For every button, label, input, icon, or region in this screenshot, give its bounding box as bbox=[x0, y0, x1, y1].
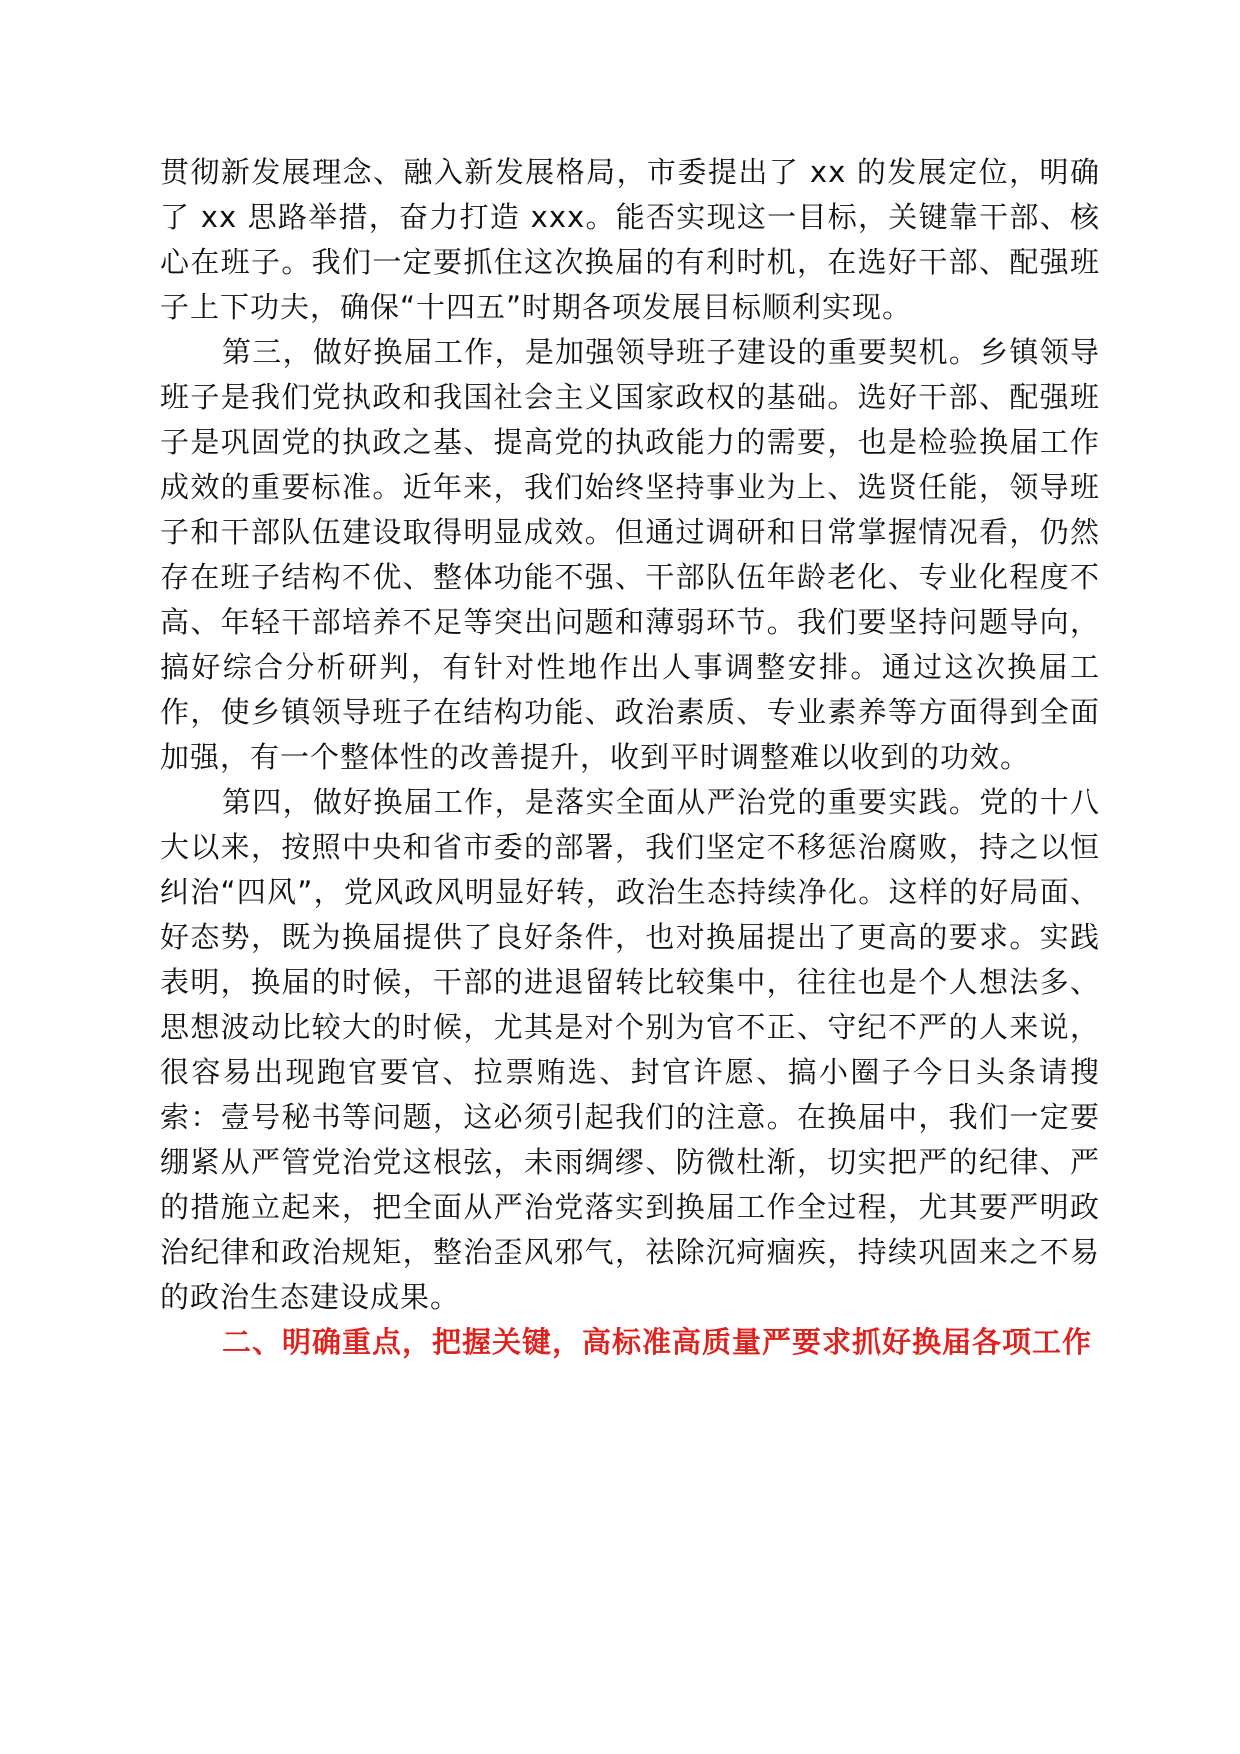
document-page bbox=[160, 150, 1100, 1365]
paragraph-third-point: 第三，做好换届工作，是加强领导班子建设的重要契机。乡镇领导班子是我们党执政和我国社会主义国家政权的基础。选好干部、配强班子是巩固党的执政之基、提高党的执政能力的需要，也是检验换届工作成效的重要标准。近年来，我们始终坚持事业为上、选贤任能，领导班子和干部队伍建设取得明显成效。但通过调研和日常掌握情况看，仍然存在班子结构不优、整体功能不强、干部队伍年龄老化、专业化程度不高、年轻干部培养不足等突出问题和薄弱环节。我们要坚持问题导向，搞好综合分析研判，有针对性地作出人事调整安排。通过这次换届工作，使乡镇领导班子在结构功能、政治素质、专业素养等方面得到全面加强，有一个整体性的改善提升，收到平时调整难以收到的功效。 bbox=[160, 335, 1100, 774]
paragraph-continued: 贯彻新发展理念、融入新发展格局，市委提出了 xx 的发展定位，明确了 xx 思路举措，奋力打造 xxx。能否实现这一目标，关键靠干部、核心在班子。我们一定要抓住这次换届的有利时机，在选好干部、配强班子上下功夫，确保“十四五”时期各项发展目标顺利实现。 bbox=[160, 155, 1100, 324]
section-heading: 二、明确重点，把握关键，高标准高质量严要求抓好换届各项工作 bbox=[222, 1325, 1093, 1359]
paragraph-fourth-point: 第四，做好换届工作，是落实全面从严治党的重要实践。党的十八大以来，按照中央和省市委的部署，我们坚定不移惩治腐败，持之以恒纠治“四风”，党风政风明显好转，政治生态持续净化。这样的好局面、好态势，既为换届提供了良好条件，也对换届提出了更高的要求。实践表明，换届的时候，干部的进退留转比较集中，往往也是个人想法多、思想波动比较大的时候，尤其是对个别为官不正、守纪不严的人来说，很容易出现跑官要官、拉票贿选、封官许愿、搞小圈子今日头条请搜索：壹号秘书等问题，这必须引起我们的注意。在换届中，我们一定要绷紧从严管党治党这根弦，未雨绸缪、防微杜渐，切实把严的纪律、严的措施立起来，把全面从严治党落实到换届工作全过程，尤其要严明政治纪律和政治规矩，整治歪风邪气，祛除沉疴痼疾，持续巩固来之不易的政治生态建设成果。 bbox=[160, 785, 1100, 1314]
